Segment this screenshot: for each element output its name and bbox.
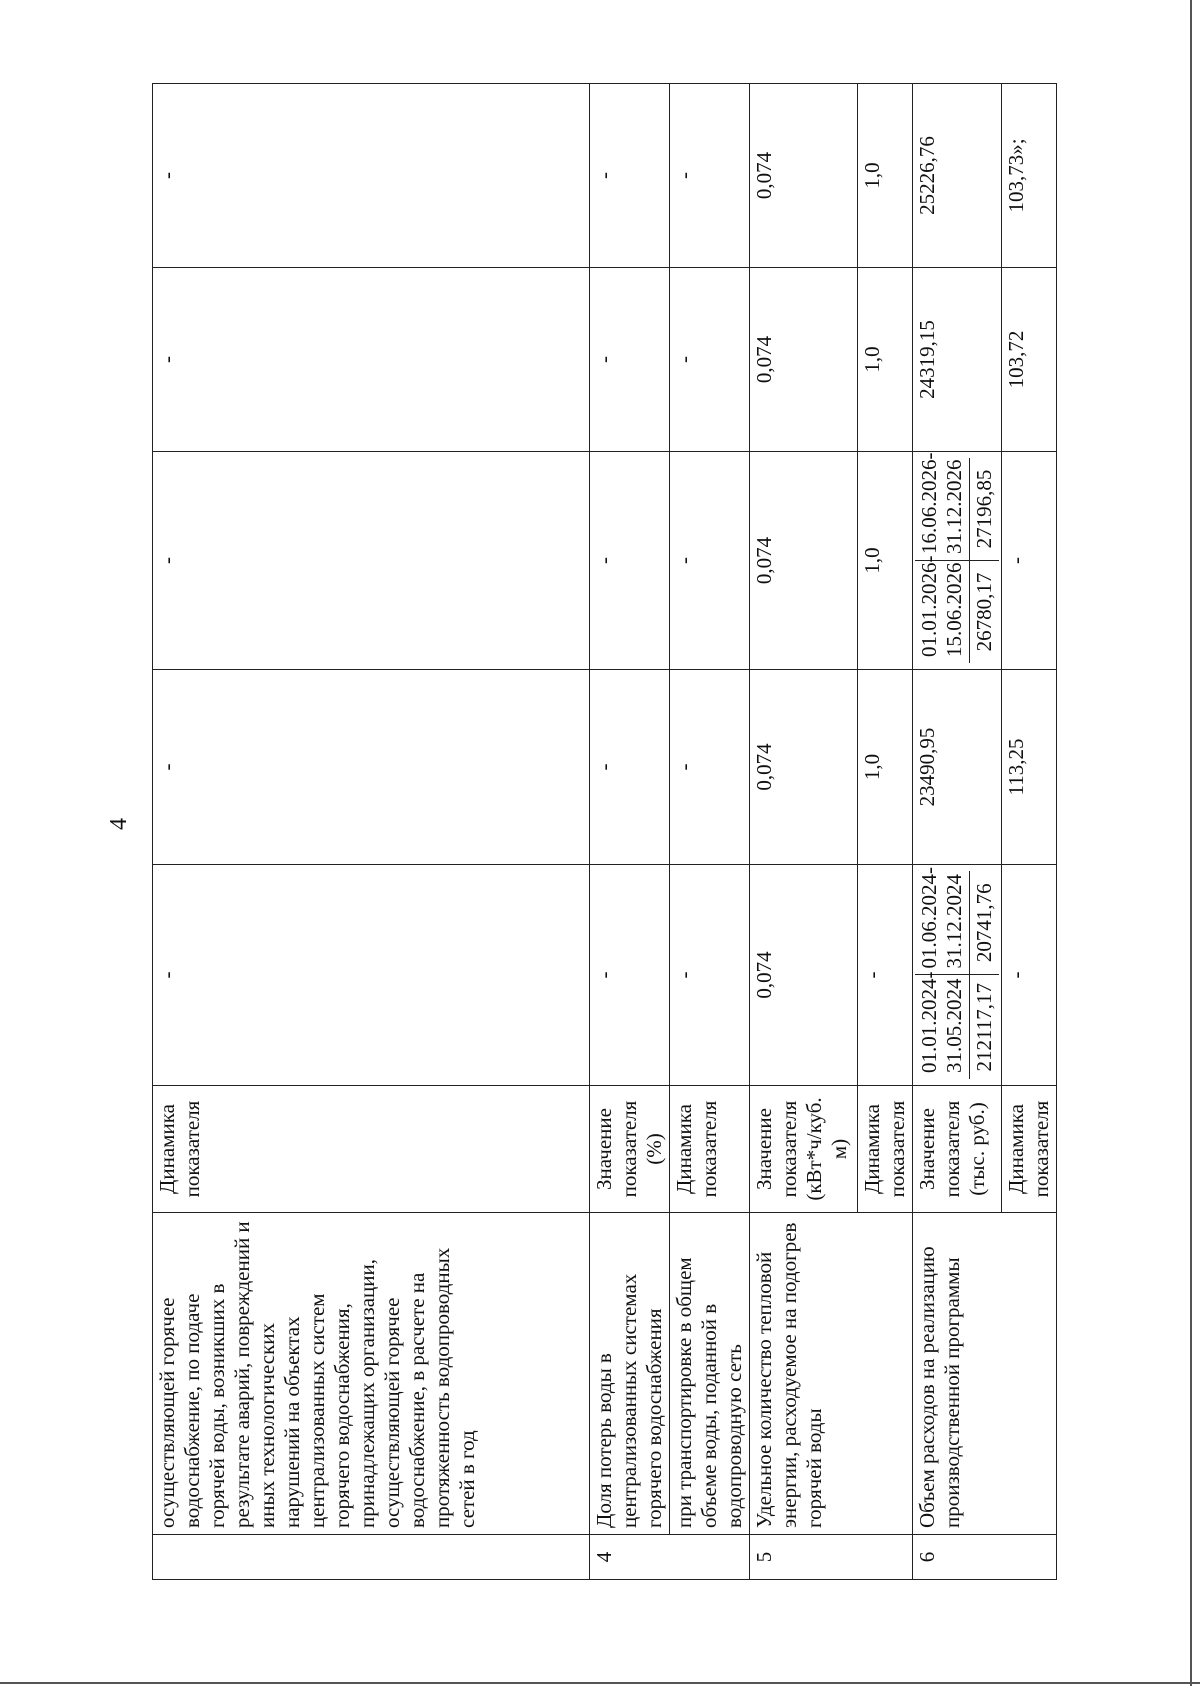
value-cell: 0,074 — [750, 452, 858, 670]
dynamics-cell: 1,0 — [858, 670, 913, 865]
page-border — [1190, 0, 1192, 1686]
period-label: 16.06.2026-31.12.2026 — [915, 458, 970, 561]
table-row — [153, 84, 590, 1580]
value-cell: - — [590, 670, 670, 865]
row-number-cell: 5 — [750, 1535, 913, 1580]
value-cell: 212117,17 — [970, 975, 1000, 1079]
table-row — [590, 84, 670, 1580]
value-cell: 0,074 — [750, 865, 858, 1086]
period-label: 01.06.2024-31.12.2024 — [915, 871, 970, 975]
indicator-description: Удельное количество тепловой энергии, расходуемое на подогрев горячей воды — [750, 1213, 913, 1535]
indicator-label: Динамика показателя — [1002, 1086, 1057, 1213]
value-cell: - — [590, 865, 670, 1086]
indicator-label: Значение показателя (%) — [590, 1086, 670, 1213]
value-cell: - — [590, 84, 670, 268]
indicator-description: осуществляющей горячее водоснабжение, по подаче горячей воды, возникших в результате аварий, повреждений и иных технологических нарушений на объектах централизованных систем горячего водоснабжения, принадлежащих организации, осуществляющей горячее водоснабжение, в расчете на протяженность водопроводных сетей в год — [153, 1213, 590, 1535]
period-label: 01.01.2026-15.06.2026 — [915, 561, 970, 664]
table-row — [913, 84, 1002, 1580]
indicator-description: при транспортировке в общем объеме воды, поданной в водопроводную сеть — [670, 1213, 750, 1535]
indicator-label: Динамика показателя — [858, 1086, 913, 1213]
value-cell: - — [153, 452, 590, 670]
value-cell: - — [153, 84, 590, 268]
dynamics-cell: - — [858, 865, 913, 1086]
indicator-label: Значение показателя (кВт*ч/куб. м) — [750, 1086, 858, 1213]
value-cell: 0,074 — [750, 670, 858, 865]
value-cell: 26780,17 — [970, 561, 1000, 664]
value-cell: 20741,76 — [970, 871, 1000, 975]
dynamics-cell: - — [670, 865, 750, 1086]
dynamics-cell: 103,73»; — [1002, 84, 1057, 268]
split-value-cell — [913, 865, 1002, 1086]
split-value-cell — [913, 452, 1002, 670]
page-number: 4 — [106, 818, 132, 830]
row-number-cell: 4 — [590, 1535, 750, 1580]
indicator-description: Доля потерь воды в централизованных системах горячего водоснабжения — [590, 1213, 670, 1535]
dynamics-cell: 113,25 — [1002, 670, 1057, 865]
dynamics-cell: - — [670, 268, 750, 452]
value-cell: 0,074 — [750, 84, 858, 268]
indicator-description: Объем расходов на реализацию производственной программы — [913, 1213, 1057, 1535]
period-label: 01.01.2024-31.05.2024 — [915, 975, 970, 1079]
dynamics-cell: 1,0 — [858, 268, 913, 452]
row-number-cell — [153, 1535, 590, 1580]
dynamics-cell: 1,0 — [858, 452, 913, 670]
indicator-label: Значение показателя (тыс. руб.) — [913, 1086, 1002, 1213]
row-number-cell: 6 — [913, 1535, 1057, 1580]
dynamics-cell: - — [670, 452, 750, 670]
dynamics-cell: - — [670, 84, 750, 268]
indicator-label: Динамика показателя — [153, 1086, 590, 1213]
value-cell: 24319,15 — [913, 268, 1002, 452]
value-cell: - — [153, 268, 590, 452]
dynamics-cell: - — [1002, 865, 1057, 1086]
dynamics-cell: - — [1002, 452, 1057, 670]
dynamics-cell: 1,0 — [858, 84, 913, 268]
value-cell: 0,074 — [750, 268, 858, 452]
value-cell: - — [590, 268, 670, 452]
value-cell: - — [153, 670, 590, 865]
rotated-table-wrapper — [152, 84, 1053, 1580]
table-row — [670, 84, 750, 1580]
value-cell: 23490,95 — [913, 670, 1002, 865]
value-cell: - — [153, 865, 590, 1086]
table-row — [750, 84, 858, 1580]
value-cell: 27196,85 — [970, 458, 1000, 561]
value-cell: - — [590, 452, 670, 670]
indicator-table — [152, 83, 1057, 1580]
indicator-label: Динамика показателя — [670, 1086, 750, 1213]
dynamics-cell: 103,72 — [1002, 268, 1057, 452]
page-border — [0, 1682, 1200, 1684]
value-cell: 25226,76 — [913, 84, 1002, 268]
dynamics-cell: - — [670, 670, 750, 865]
